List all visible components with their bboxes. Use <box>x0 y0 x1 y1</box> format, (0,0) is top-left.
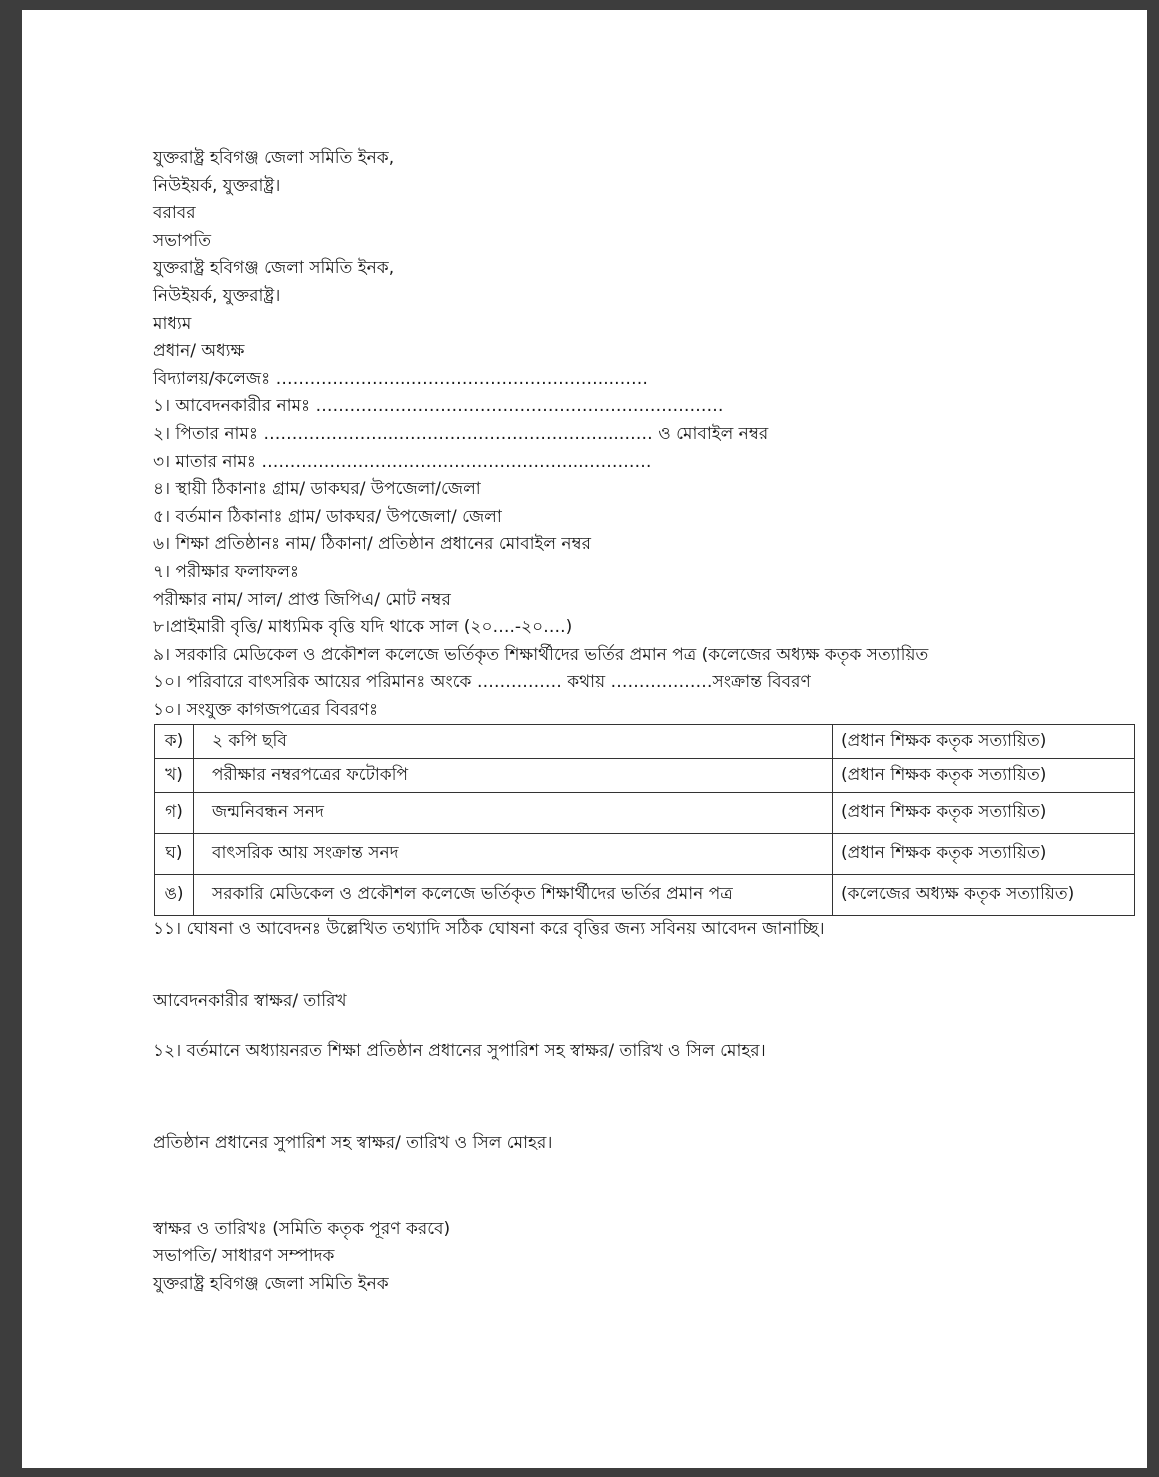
field-scholarship: ৮।প্রাইমারী বৃত্তি/ মাধ্যমিক বৃত্তি যদি থাকে সাল (২০….-২০….) <box>153 617 573 638</box>
org-line-2: নিউইয়র্ক, যুক্তরাষ্ট্র। <box>153 175 281 196</box>
field-attachments-heading: ১০। সংযুক্ত কাগজপত্রের বিবরণঃ <box>153 699 379 720</box>
application-form <box>153 145 1138 1299</box>
recipient-org-2: নিউইয়র্ক, যুক্তরাষ্ট্র। <box>153 285 281 306</box>
table-row <box>155 875 1135 916</box>
attachment-item: ২ কপি ছবি <box>194 725 833 759</box>
field-admission-proof: ৯। সরকারি মেডিকেল ও প্রকৌশল কলেজে ভর্তিকৃত শিক্ষার্থীদের ভর্তির প্রমান পত্র (কলেজের অধ্যক্ষ কতৃক সত্যায়িত <box>153 644 929 665</box>
table-row <box>155 834 1135 875</box>
attachment-attestation: (কলেজের অধ্যক্ষ কতৃক সত্যায়িত) <box>833 875 1135 916</box>
table-row <box>155 725 1135 759</box>
field-exam-results: ৭। পরীক্ষার ফলাফলঃ <box>153 561 299 582</box>
attachment-number: খ) <box>155 759 194 793</box>
attachment-attestation: (প্রধান শিক্ষক কতৃক সত্যায়িত) <box>833 834 1135 875</box>
recipient-title: সভাপতি <box>153 230 211 251</box>
field-father-name: ২। পিতার নামঃ …………………...………………………………...…… ও মোবাইল নম্বর <box>153 423 769 444</box>
org-line-1: যুক্তরাষ্ট্র হবিগঞ্জ জেলা সমিতি ইনক, <box>153 148 395 168</box>
attachment-number: গ) <box>155 793 194 834</box>
committee-signature-label: স্বাক্ষর ও তারিখঃ (সমিতি কতৃক পূরণ করবে) <box>153 1218 451 1239</box>
document-page <box>22 10 1147 1468</box>
field-family-income: ১০। পরিবারে বাৎসরিক আয়ের পরিমানঃ অংকে …………… কথায় ………………সংক্রান্ত বিবরণ <box>153 672 811 693</box>
table-row <box>155 793 1135 834</box>
declaration: ১১। ঘোষনা ও আবেদনঃ উল্লেখিত তথ্যাদি সঠিক ঘোষনা করে বৃত্তির জন্য সবিনয় আবেদন জানাচ্ছি। <box>153 919 825 940</box>
field-exam-details: পরীক্ষার নাম/ সাল/ প্রাপ্ত জিপিএ/ মোট নম্বর <box>153 589 451 610</box>
committee-org: যুক্তরাষ্ট্র হবিগঞ্জ জেলা সমিতি ইনক <box>153 1274 389 1295</box>
attachment-item: পরীক্ষার নম্বরপত্রের ফটোকপি <box>194 759 833 793</box>
attachment-number: ক) <box>155 725 194 759</box>
committee-officer-title: সভাপতি/ সাধারণ সম্পাদক <box>153 1246 335 1267</box>
applicant-signature-label: আবেদনকারীর স্বাক্ষর/ তারিখ <box>153 991 347 1012</box>
to-label: বরাবর <box>153 203 196 224</box>
attachment-attestation: (প্রধান শিক্ষক কতৃক সত্যায়িত) <box>833 759 1135 793</box>
field-present-address: ৫। বর্তমান ঠিকানাঃ গ্রাম/ ডাকঘর/ উপজেলা/ জেলা <box>153 506 502 527</box>
field-permanent-address: ৪। স্থায়ী ঠিকানাঃ গ্রাম/ ডাকঘর/ উপজেলা/জেলা <box>153 479 481 500</box>
attachment-number: ঙ) <box>155 875 194 916</box>
field-institution: ৬। শিক্ষা প্রতিষ্ঠানঃ নাম/ ঠিকানা/ প্রতিষ্ঠান প্রধানের মোবাইল নম্বর <box>153 534 591 555</box>
attachment-attestation: (প্রধান শিক্ষক কতৃক সত্যায়িত) <box>833 725 1135 759</box>
field-mother-name: ৩। মাতার নামঃ ………………………………………………...………… <box>153 451 652 472</box>
attachment-item: সরকারি মেডিকেল ও প্রকৌশল কলেজে ভর্তিকৃত শিক্ষার্থীদের ভর্তির প্রমান পত্র <box>194 875 833 916</box>
field-applicant-name: ১। আবেদনকারীর নামঃ ……………………………………………………………… <box>153 396 724 417</box>
school-field: বিদ্যালয়/কলেজঃ …………………...……………………………...…… <box>153 368 649 389</box>
recommendation-label: ১২। বর্তমানে অধ্যায়নরত শিক্ষা প্রতিষ্ঠান প্রধানের সুপারিশ সহ স্বাক্ষর/ তারিখ ও সিল মোহর। <box>153 1040 766 1061</box>
via-title: প্রধান/ অধ্যক্ষ <box>153 341 245 362</box>
attachment-number: ঘ) <box>155 834 194 875</box>
recipient-org-1: যুক্তরাষ্ট্র হবিগঞ্জ জেলা সমিতি ইনক, <box>153 258 395 279</box>
head-signature-label: প্রতিষ্ঠান প্রধানের সুপারিশ সহ স্বাক্ষর/ তারিখ ও সিল মোহর। <box>153 1133 553 1154</box>
attachment-item: বাৎসরিক আয় সংক্রান্ত সনদ <box>194 834 833 875</box>
attachments-table <box>154 724 1135 916</box>
table-row <box>155 759 1135 793</box>
attachment-item: জন্মনিবন্ধন সনদ <box>194 793 833 834</box>
attachment-attestation: (প্রধান শিক্ষক কতৃক সত্যায়িত) <box>833 793 1135 834</box>
via-label: মাধ্যম <box>153 313 192 334</box>
